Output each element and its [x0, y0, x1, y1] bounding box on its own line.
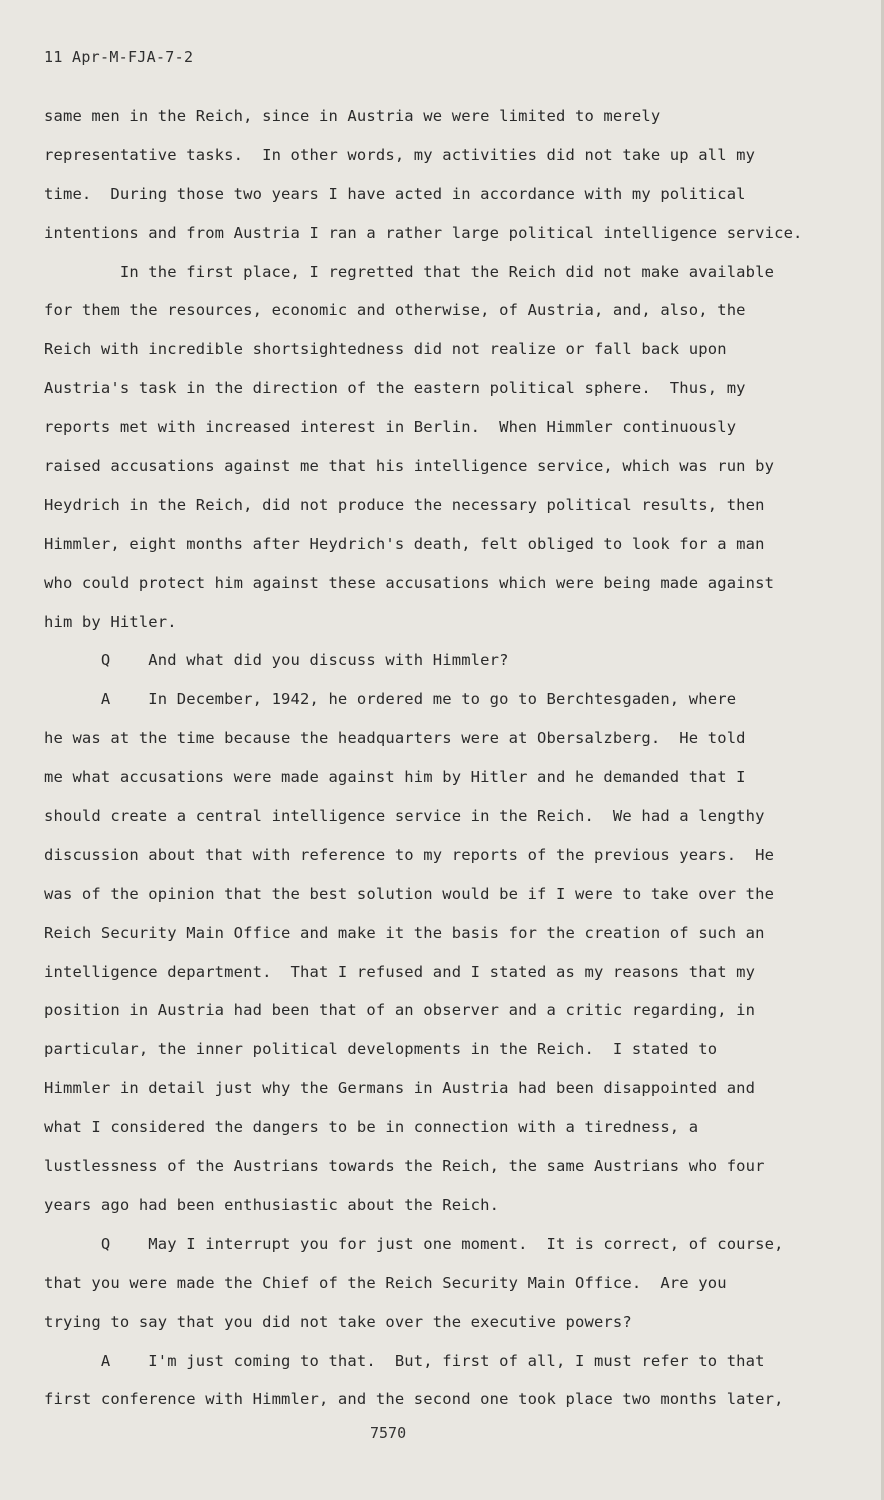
text-line: what I considered the dangers to be in connection with a tiredness, a — [44, 1118, 699, 1137]
text-line: for them the resources, economic and otherwise, of Austria, and, also, the — [44, 301, 746, 320]
text-line: Q May I interrupt you for just one moment. It is correct, of course, — [44, 1234, 784, 1253]
text-line: who could protect him against these accusations which were being made against — [44, 573, 775, 592]
text-line: lustlessness of the Austrians towards the Reich, the same Austrians who four — [44, 1157, 765, 1176]
text-line: Reich Security Main Office and make it the basis for the creation of such an — [44, 923, 765, 942]
text-line: was of the opinion that the best solution would be if I were to take over the — [44, 884, 775, 903]
text-line: Heydrich in the Reich, did not produce the necessary political results, then — [44, 495, 765, 514]
text-line: In the first place, I regretted that the Reich did not make available — [44, 262, 775, 281]
document-header: 11 Apr-M-FJA-7-2 — [44, 48, 194, 66]
text-line: me what accusations were made against him by Hitler and he demanded that I — [44, 768, 746, 787]
text-line: him by Hitler. — [44, 612, 177, 631]
text-line: that you were made the Chief of the Reich Security Main Office. Are you — [44, 1273, 727, 1292]
text-line: Austria's task in the direction of the eastern political sphere. Thus, my — [44, 379, 746, 398]
text-line: time. During those two years I have acted in accordance with my political — [44, 184, 746, 203]
page-number: 7570 — [370, 1424, 407, 1442]
text-line: should create a central intelligence service in the Reich. We had a lengthy — [44, 807, 765, 826]
text-line: raised accusations against me that his intelligence service, which was run by — [44, 457, 775, 476]
text-line: intentions and from Austria I ran a rather large political intelligence service. — [44, 223, 803, 242]
text-line: intelligence department. That I refused and I stated as my reasons that my — [44, 962, 756, 981]
text-line: first conference with Himmler, and the second one took place two months later, — [44, 1390, 784, 1409]
text-line: Reich with incredible shortsightedness did not realize or fall back upon — [44, 340, 727, 359]
text-line: reports met with increased interest in Berlin. When Himmler continuously — [44, 418, 737, 437]
text-line: trying to say that you did not take over the executive powers? — [44, 1312, 632, 1331]
text-line: same men in the Reich, since in Austria we were limited to merely — [44, 107, 661, 125]
text-line: position in Austria had been that of an observer and a critic regarding, in — [44, 1001, 756, 1020]
text-line: A I'm just coming to that. But, first of all, I must refer to that — [44, 1351, 765, 1370]
text-line: discussion about that with reference to my reports of the previous years. He — [44, 845, 775, 864]
text-line: years ago had been enthusiastic about the Reich. — [44, 1195, 500, 1214]
text-line: Q And what did you discuss with Himmler? — [44, 651, 509, 670]
text-line: Himmler, eight months after Heydrich's death, felt obliged to look for a man — [44, 534, 765, 553]
text-line: A In December, 1942, he ordered me to go to Berchtesgaden, where — [44, 690, 737, 709]
document-body — [44, 104, 844, 1426]
text-line: representative tasks. In other words, my activities did not take up all my — [44, 145, 756, 164]
text-line: he was at the time because the headquarters were at Obersalzberg. He told — [44, 729, 746, 748]
text-line: particular, the inner political developments in the Reich. I stated to — [44, 1040, 718, 1059]
text-line: Himmler in detail just why the Germans in Austria had been disappointed and — [44, 1079, 756, 1098]
